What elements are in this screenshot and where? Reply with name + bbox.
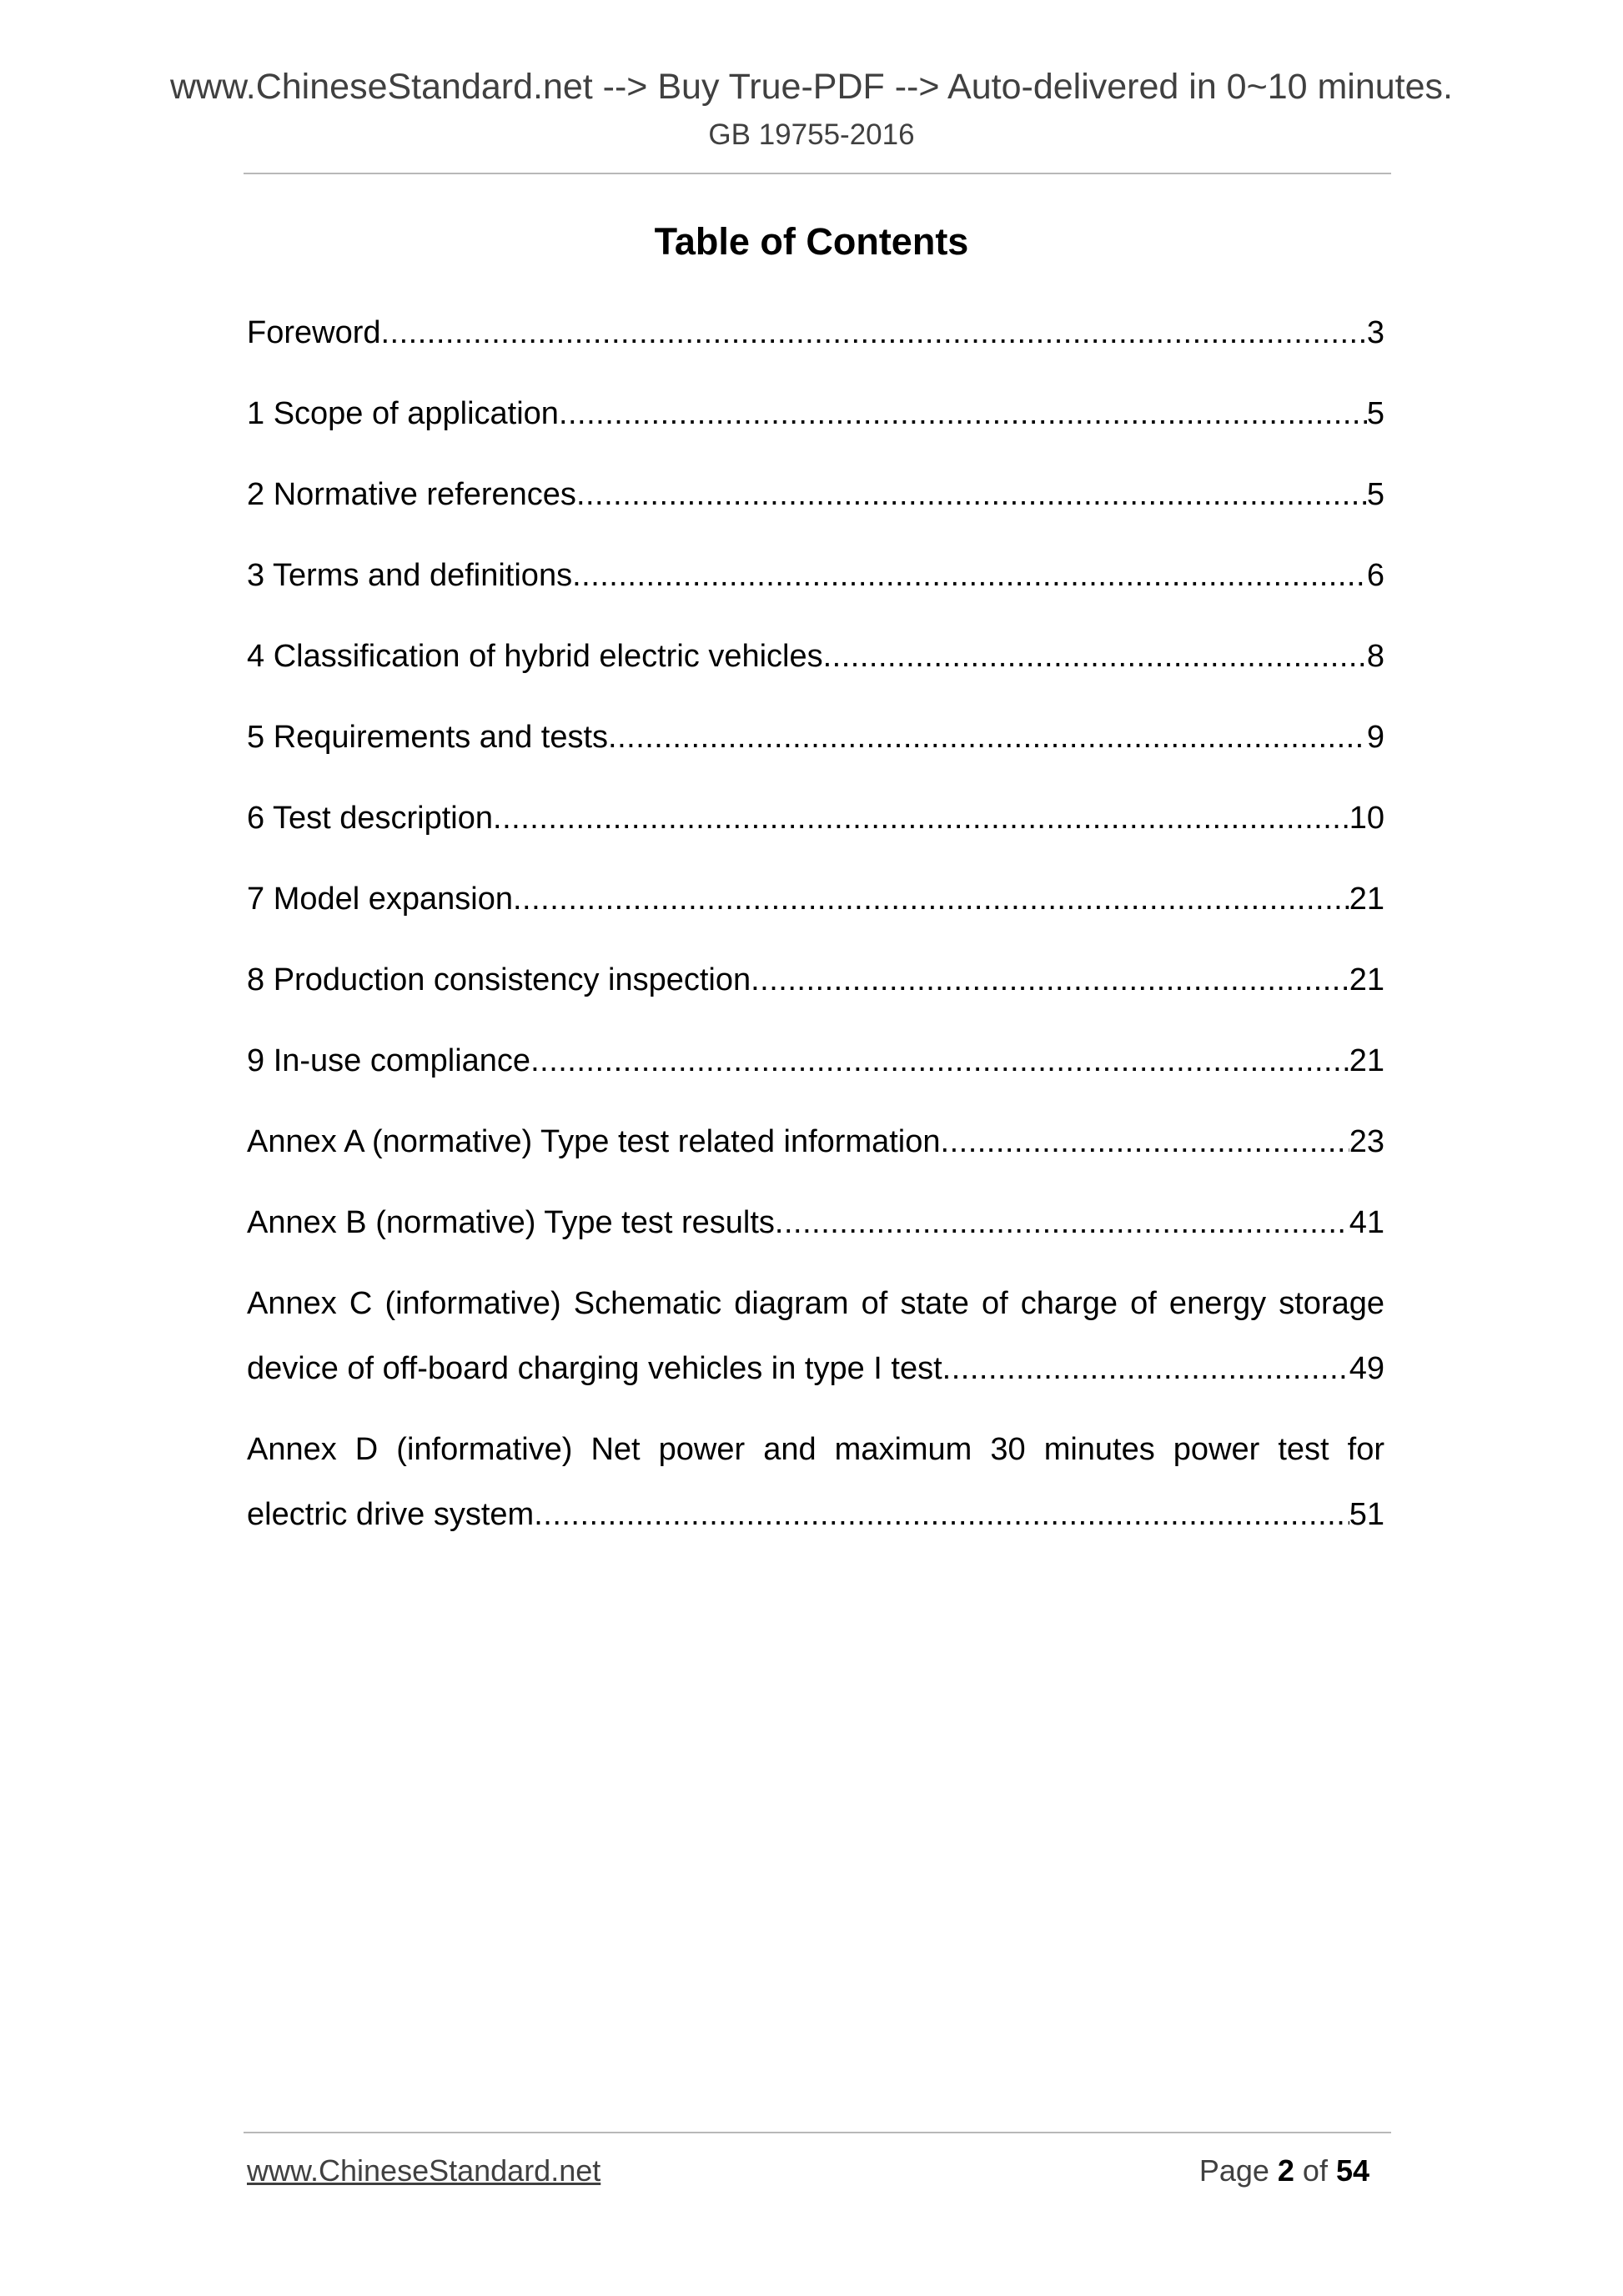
dot-leader [751,947,1349,1012]
toc-entry-page: 3 [1366,315,1384,350]
toc-entry-page: 41 [1349,1205,1384,1240]
header-divider [244,173,1391,174]
page-of: of [1294,2153,1336,2188]
footer-divider [244,2132,1391,2133]
toc-entry-label: 8 Production consistency inspection [247,962,751,997]
toc-entry-test-description[interactable] [247,786,1384,867]
toc-entry-terms[interactable] [247,543,1384,624]
toc-entry-page: 21 [1349,882,1384,917]
toc-entry-requirements[interactable] [247,705,1384,786]
dot-leader [823,624,1367,689]
toc-entry-label: 4 Classification of hybrid electric vehicles [247,639,823,674]
toc-entry-annex-c[interactable] [247,1271,1384,1401]
header-banner: www.ChineseStandard.net --> Buy True-PDF --> Auto-delivered in 0~10 minutes. [169,67,1453,107]
toc-entry-page: 5 [1366,477,1384,512]
toc-entry-page: 5 [1366,396,1384,431]
toc-entry-normative-references[interactable] [247,462,1384,543]
toc-entry-model-expansion[interactable] [247,867,1384,947]
toc-entry-annex-d[interactable] [247,1417,1384,1547]
toc-entry-page: 23 [1349,1124,1384,1159]
dot-leader [493,786,1349,851]
page-indicator [1199,2152,1369,2190]
toc-entry-page: 8 [1366,639,1384,674]
toc-entry-page: 21 [1349,962,1384,997]
toc-title: Table of Contents [654,220,969,263]
dot-leader [608,705,1367,770]
toc-entry-label-line1: Annex C (informative) Schematic diagram of state of charge of energy storage [247,1286,1384,1321]
page-prefix: Page [1198,2153,1278,2188]
toc-entry-scope[interactable] [247,381,1384,462]
toc-entry-production-consistency[interactable] [247,947,1384,1028]
dot-leader [534,1482,1349,1547]
dot-leader [941,1109,1349,1174]
dot-leader [942,1336,1349,1401]
toc-entry-page: 9 [1366,720,1384,755]
toc-entry-page: 51 [1349,1497,1384,1532]
dot-leader [576,462,1367,527]
dot-leader [775,1190,1349,1255]
toc-entry-label: Annex B (normative) Type test results [247,1205,775,1240]
table-of-contents [247,300,1384,1563]
toc-entry-label: 5 Requirements and tests [247,720,609,755]
toc-entry-label-line1: Annex D (informative) Net power and maximum 30 minutes power test for [247,1432,1384,1467]
page-total: 54 [1335,2153,1369,2188]
page-current: 2 [1277,2153,1294,2188]
toc-entry-label: 9 In-use compliance [247,1043,531,1078]
toc-entry-label: Annex A (normative) Type test related information [247,1124,941,1159]
toc-entry-annex-a[interactable] [247,1109,1384,1190]
toc-entry-label: 1 Scope of application [247,396,559,431]
toc-entry-page: 49 [1349,1351,1384,1386]
toc-entry-label: Foreword [247,315,381,350]
toc-entry-label-line2: device of off-board charging vehicles in type I test [247,1351,942,1386]
toc-entry-label: 2 Normative references [247,477,576,512]
toc-entry-label: 7 Model expansion [247,882,513,917]
dot-leader [572,543,1367,608]
toc-entry-foreword[interactable] [247,300,1384,381]
toc-entry-page: 10 [1349,801,1384,836]
dot-leader [559,381,1367,446]
toc-entry-in-use-compliance[interactable] [247,1028,1384,1109]
standard-code: GB 19755-2016 [708,118,915,151]
toc-entry-label: 3 Terms and definitions [247,558,573,593]
toc-entry-label: 6 Test description [247,801,494,836]
toc-entry-page: 6 [1366,558,1384,593]
dot-leader [381,300,1367,365]
dot-leader [513,867,1349,932]
toc-entry-label-line2: electric drive system [247,1497,535,1532]
toc-entry-annex-b[interactable] [247,1190,1384,1271]
footer-site-link[interactable]: www.ChineseStandard.net [247,2153,601,2188]
dot-leader [530,1028,1349,1093]
toc-entry-page: 21 [1349,1043,1384,1078]
toc-entry-classification[interactable] [247,624,1384,705]
